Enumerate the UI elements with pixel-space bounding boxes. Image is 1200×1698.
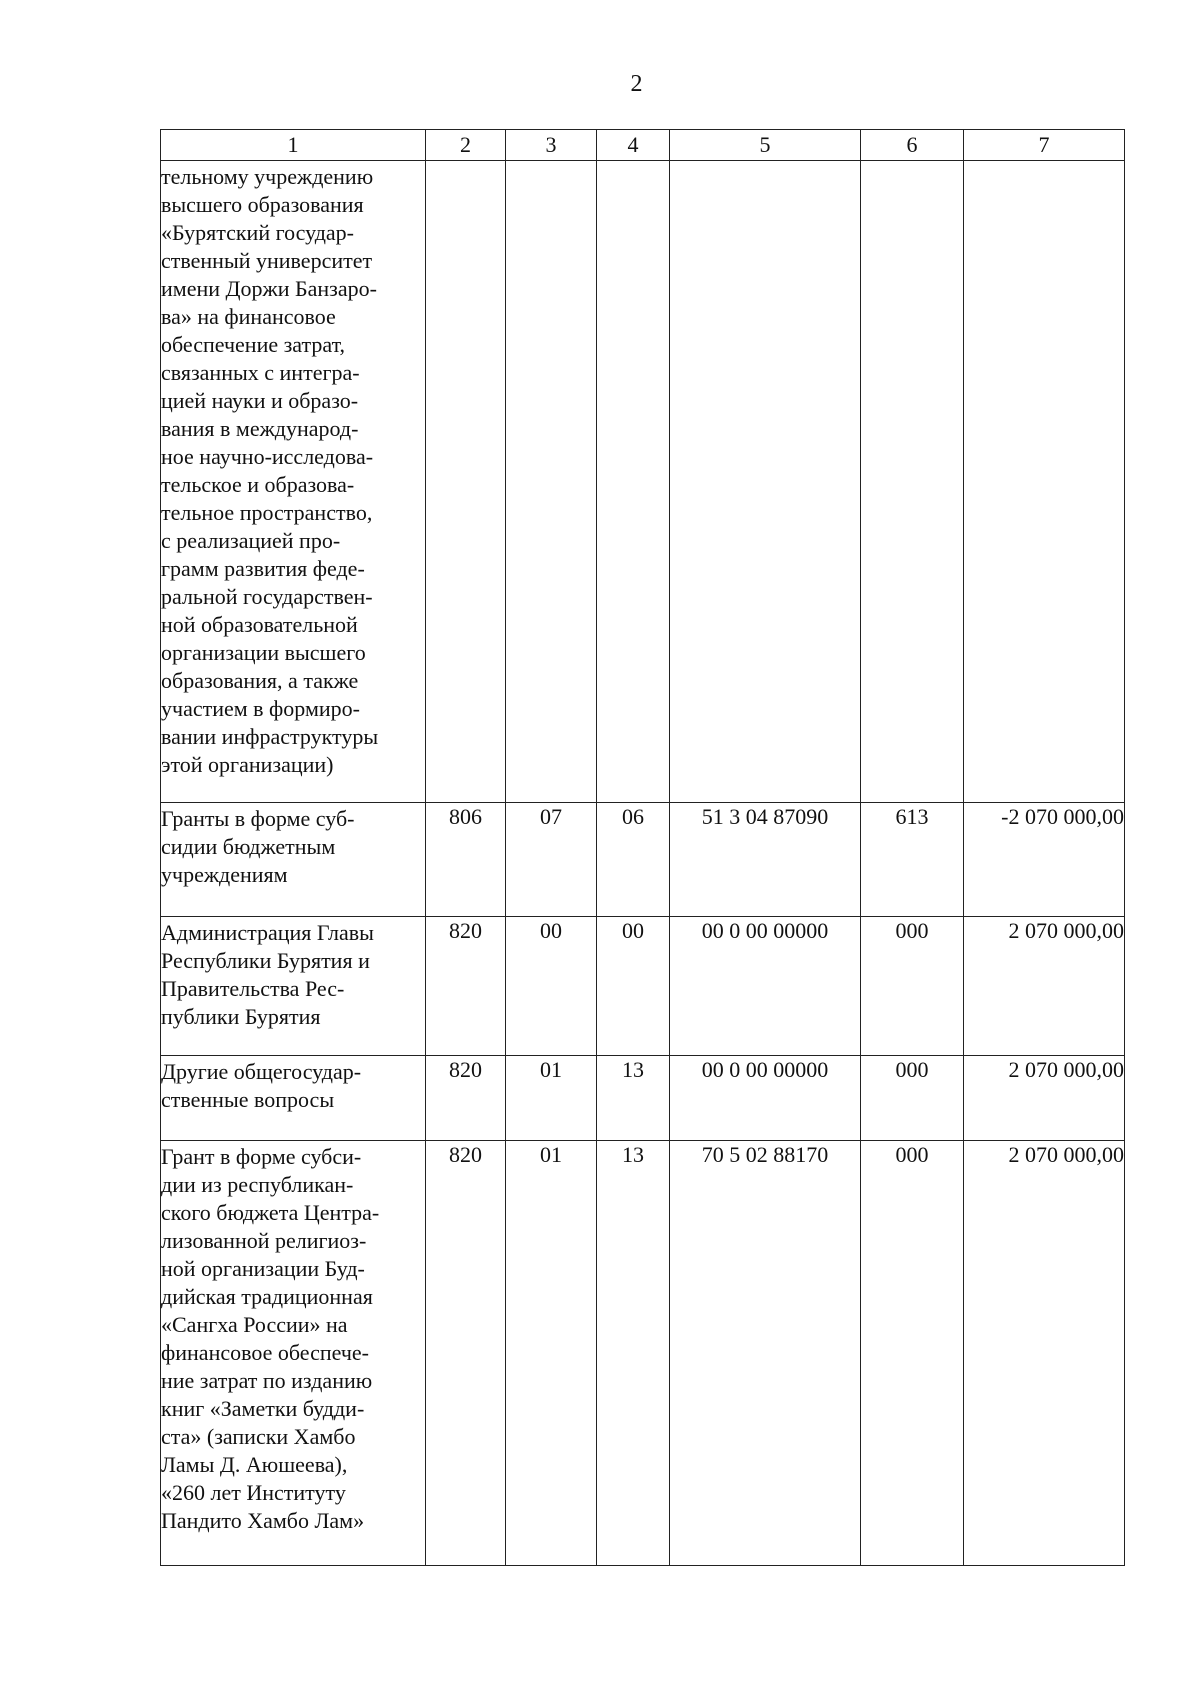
row-col-6: 000 bbox=[861, 917, 964, 1056]
row-description-text: Администрация Главы Республики Бурятия и Правительства Рес- публики Бурятия bbox=[161, 920, 374, 1029]
table-row bbox=[161, 917, 1125, 1056]
header-col-6: 6 bbox=[861, 130, 964, 161]
row-col-4: 13 bbox=[597, 1141, 670, 1566]
table-row bbox=[161, 803, 1125, 917]
row-col-7: 2 070 000,00 bbox=[964, 1056, 1125, 1141]
table-row bbox=[161, 1141, 1125, 1566]
row-col-6: 000 bbox=[861, 1141, 964, 1566]
row-description-text: тельному учреждению высшего образования «Бурятский государ- ственный университет имени Доржи Банзаро- ва» на финансовое обеспечение затрат, связанных с интегра- цией науки и образо- вания в международ- ное научно-исследова- тельское и образова- тельное пространство, с реализацией про- грамм развития феде- ральной государствен- ной образовательной организации высшего образования, а также участием в формиро- вании инфраструктуры этой организации) bbox=[161, 164, 379, 777]
row-col-3: 00 bbox=[506, 917, 597, 1056]
header-col-5: 5 bbox=[670, 130, 861, 161]
row-col-4 bbox=[597, 161, 670, 803]
row-col-4: 06 bbox=[597, 803, 670, 917]
row-col-2: 820 bbox=[426, 1141, 506, 1566]
row-description bbox=[161, 161, 426, 803]
row-col-2: 820 bbox=[426, 917, 506, 1056]
row-col-7: -2 070 000,00 bbox=[964, 803, 1125, 917]
row-col-5: 00 0 00 00000 bbox=[670, 917, 861, 1056]
row-description-text: Другие общегосудар- ственные вопросы bbox=[161, 1059, 362, 1112]
row-col-7: 2 070 000,00 bbox=[964, 1141, 1125, 1566]
page-number: 2 bbox=[630, 71, 643, 97]
table-header-row bbox=[161, 130, 1125, 161]
row-description bbox=[161, 917, 426, 1056]
row-col-3: 01 bbox=[506, 1141, 597, 1566]
row-description bbox=[161, 1141, 426, 1566]
row-col-5 bbox=[670, 161, 861, 803]
row-col-6 bbox=[861, 161, 964, 803]
row-col-3: 01 bbox=[506, 1056, 597, 1141]
row-col-3: 07 bbox=[506, 803, 597, 917]
row-col-5: 00 0 00 00000 bbox=[670, 1056, 861, 1141]
table-row bbox=[161, 161, 1125, 803]
row-description-text: Грант в форме субси- дии из республикан- ского бюджета Центра- лизованной религиоз- ной организации Буд- дийская традиционная «Сангха России» на финансовое обеспече- ние затрат по изданию книг «Заметки будди- ста» (записки Хамбо Ламы Д. Аюшеева), «260 лет Институту Пандито Хамбо Лам» bbox=[161, 1144, 380, 1533]
row-col-4: 00 bbox=[597, 917, 670, 1056]
header-col-3: 3 bbox=[506, 130, 597, 161]
row-col-2: 820 bbox=[426, 1056, 506, 1141]
row-col-6: 000 bbox=[861, 1056, 964, 1141]
row-col-5: 51 3 04 87090 bbox=[670, 803, 861, 917]
row-col-4: 13 bbox=[597, 1056, 670, 1141]
row-description bbox=[161, 1056, 426, 1141]
row-col-6: 613 bbox=[861, 803, 964, 917]
row-col-7 bbox=[964, 161, 1125, 803]
row-col-2 bbox=[426, 161, 506, 803]
header-col-7: 7 bbox=[964, 130, 1125, 161]
row-col-5: 70 5 02 88170 bbox=[670, 1141, 861, 1566]
row-col-2: 806 bbox=[426, 803, 506, 917]
budget-table bbox=[160, 129, 1125, 1566]
header-col-1: 1 bbox=[161, 130, 426, 161]
table-row bbox=[161, 1056, 1125, 1141]
header-col-2: 2 bbox=[426, 130, 506, 161]
row-description bbox=[161, 803, 426, 917]
header-col-4: 4 bbox=[597, 130, 670, 161]
row-col-3 bbox=[506, 161, 597, 803]
row-description-text: Гранты в форме суб- сидии бюджетным учреждениям bbox=[161, 806, 355, 887]
row-col-7: 2 070 000,00 bbox=[964, 917, 1125, 1056]
